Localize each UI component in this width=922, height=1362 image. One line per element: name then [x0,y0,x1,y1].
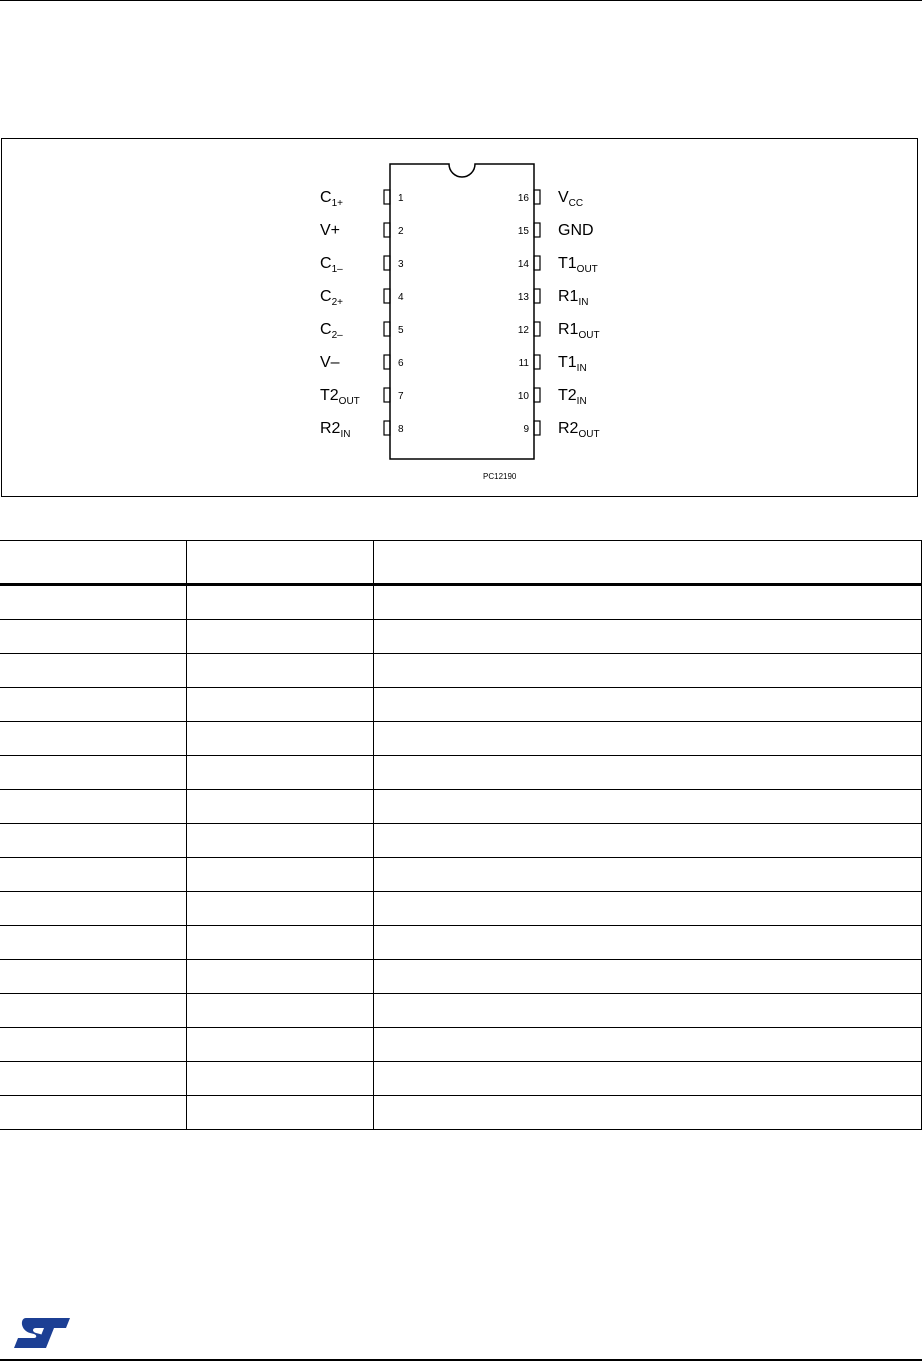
table-cell [0,1028,186,1062]
pin-number: 1 [398,193,404,204]
table-cell [0,688,186,722]
pin-lead [384,223,390,237]
table-cell [186,858,373,892]
pin-6 [320,354,404,371]
table-cell [186,585,373,620]
pinout-diagram [2,139,917,496]
pin-lead [384,421,390,435]
pin-number: 14 [517,259,529,270]
pin-label [320,420,350,440]
table-cell [0,1096,186,1130]
table-cell [186,688,373,722]
table-header-cell [0,541,186,585]
table-cell [373,960,921,994]
table-cell [0,722,186,756]
table-cell [373,892,921,926]
pin-name: R2 [558,420,579,437]
table-cell [373,994,921,1028]
table-row [0,654,921,688]
table-cell [373,1096,921,1130]
pin-name: V– [320,354,340,371]
pin-name: T2 [320,387,339,404]
table-cell [373,790,921,824]
pin-lead [534,190,540,204]
table-header-cell [186,541,373,585]
table-cell [373,688,921,722]
pin-15 [518,222,594,239]
pin-number: 2 [398,226,404,237]
pin-subscript: IN [340,429,351,440]
table-header-row [0,541,921,585]
table-cell [186,926,373,960]
table-cell [186,620,373,654]
table-cell [373,926,921,960]
table-cell [186,1062,373,1096]
table-row [0,1062,921,1096]
pin-lead [534,322,540,336]
pin-subscript: OUT [578,330,600,341]
table-cell [373,1062,921,1096]
pin-subscript: CC [568,198,584,209]
pin-name: C [320,321,332,338]
table-cell [186,722,373,756]
pin-12 [518,321,600,341]
pin-name: R2 [320,420,341,437]
pin-number: 8 [398,424,404,435]
figure-code: PC12190 [483,472,517,481]
table-cell [186,892,373,926]
pin-name: C [320,288,332,305]
table-cell [373,722,921,756]
pin-number: 5 [398,325,404,336]
pin-label [558,354,587,374]
table-cell [373,620,921,654]
pin-lead [534,355,540,369]
pin-label [558,255,598,275]
table-cell [0,1062,186,1096]
pin-4 [320,288,404,308]
pin-name: GND [558,222,594,239]
pin-subscript: OUT [338,396,360,407]
table-row [0,960,921,994]
pin-number: 12 [517,325,529,336]
pin-number: 16 [517,193,529,204]
table-cell [0,960,186,994]
table-cell [186,994,373,1028]
table-header-cell [373,541,921,585]
pin-label [558,288,588,308]
pin-number: 11 [518,358,529,369]
pin-label [320,255,343,275]
pin-label [320,288,343,308]
pin-14 [518,255,598,275]
pin-9 [523,420,599,440]
table-cell [0,926,186,960]
table-cell [186,960,373,994]
table-cell [186,1096,373,1130]
pin-label [558,189,583,209]
table-row [0,892,921,926]
table-row [0,994,921,1028]
pin-lead [534,223,540,237]
pin-label [320,354,340,371]
table-cell [186,790,373,824]
table-cell [373,858,921,892]
st-logo [12,1316,72,1350]
table-row [0,824,921,858]
pin-number: 7 [398,391,404,402]
table-row [0,756,921,790]
pin-number: 4 [398,292,404,303]
pin-subscript: 1+ [331,198,343,209]
bottom-rule [0,1359,922,1361]
table-cell [373,585,921,620]
table-row [0,1096,921,1130]
pin-2 [320,222,404,239]
pin-5 [320,321,404,341]
table-row [0,790,921,824]
pin-lead [534,388,540,402]
pin-name: C [320,189,332,206]
table-cell [373,654,921,688]
pin-subscript: 2– [331,330,343,341]
table-cell [186,654,373,688]
pin-1 [320,189,404,209]
pin-lead [534,289,540,303]
pin-number: 10 [517,391,529,402]
pin-number: 6 [398,358,404,369]
table-cell [0,654,186,688]
pin-subscript: IN [578,297,589,308]
pin-name: C [320,255,332,272]
pin-name: T1 [558,255,577,272]
pin-lead [384,388,390,402]
table-cell [186,756,373,790]
pin-label [558,222,594,239]
table-cell [373,756,921,790]
table-cell [0,892,186,926]
pin-label [558,387,587,407]
pin-subscript: IN [576,396,587,407]
pin-name: V [558,189,569,206]
right-pins [518,189,600,440]
table-cell [186,1028,373,1062]
table-cell [0,858,186,892]
pin-subscript: 2+ [331,297,343,308]
pin-subscript: OUT [578,429,600,440]
pin-number: 3 [398,259,404,270]
pin-8 [320,420,404,440]
ic-package-outline [390,164,534,459]
table-row [0,722,921,756]
pin-subscript: OUT [576,264,598,275]
pin-label [558,420,600,440]
pin-name: R1 [558,321,579,338]
table-cell [0,620,186,654]
pin-name: R1 [558,288,579,305]
pin-13 [518,288,589,308]
pin-label [320,189,343,209]
table-row [0,688,921,722]
pin-label [320,321,343,341]
pin-10 [518,387,587,407]
pin-3 [320,255,404,275]
pin-number: 9 [523,424,529,435]
table-cell [0,756,186,790]
pin-subscript: 1– [331,264,343,275]
pin-label [320,387,360,407]
table-row [0,858,921,892]
table-row [0,926,921,960]
pin-label [320,222,340,239]
top-rule [0,0,922,1]
pin-description-table [0,540,922,1130]
table-cell [186,824,373,858]
pin-number: 15 [517,226,529,237]
table-cell [0,994,186,1028]
pin-subscript: IN [576,363,587,374]
pin-lead [384,256,390,270]
table-cell [373,824,921,858]
table-row [0,1028,921,1062]
pin-lead [384,355,390,369]
pin-lead [384,322,390,336]
pin-lead [384,190,390,204]
pin-11 [519,354,587,374]
left-pins [320,189,404,440]
table-cell [0,790,186,824]
pin-16 [518,189,583,209]
pin-name: T1 [558,354,577,371]
table-cell [0,824,186,858]
table-row [0,585,921,620]
pin-lead [384,289,390,303]
pin-number: 13 [517,292,529,303]
table-cell [373,1028,921,1062]
pin-lead [534,421,540,435]
pin-lead [534,256,540,270]
pin-7 [320,387,404,407]
table-row [0,620,921,654]
pinout-figure [1,138,918,497]
pin-name: V+ [320,222,341,239]
table-cell [0,585,186,620]
pin-name: T2 [558,387,577,404]
pin-label [558,321,600,341]
